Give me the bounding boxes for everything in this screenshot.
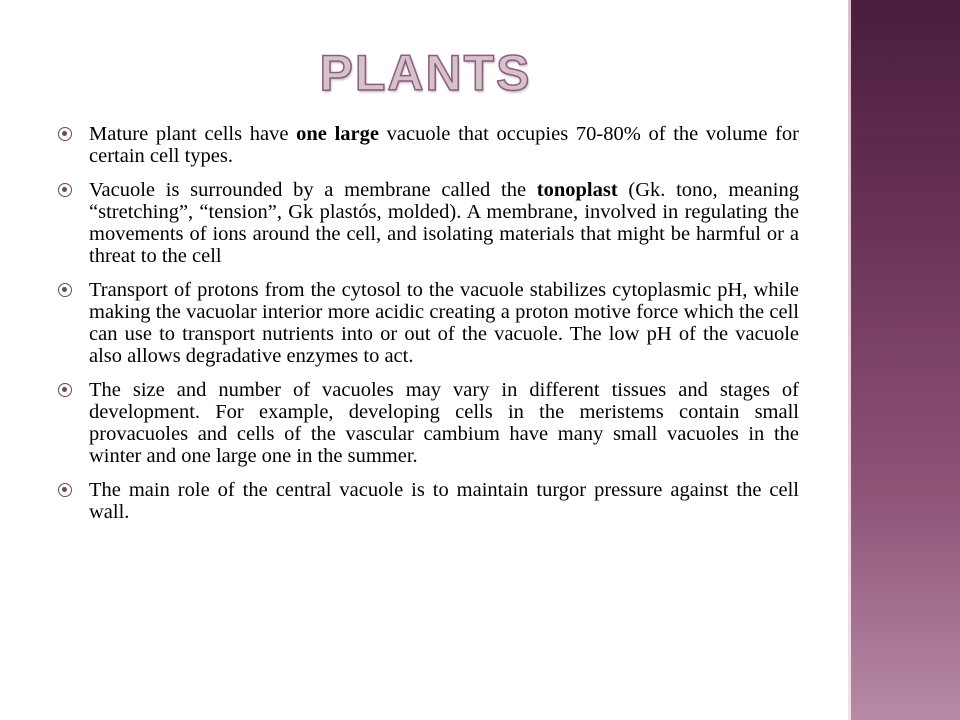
slide-title: PLANTS: [319, 45, 532, 101]
bullet-circle-icon: [58, 183, 72, 197]
bullet-item: [58, 479, 799, 523]
bullet-text: Mature plant cells have one large vacuole that occupies 70-80% of the volume for certain cell types.: [89, 123, 799, 167]
bullet-text: Transport of protons from the cytosol to the vacuole stabilizes cytoplasmic pH, while making the vacuolar interior more acidic creating a proton motive force which the cell can use to transport nutrients into or out of the vacuole. The low pH of the vacuole also allows degradative enzymes to act.: [89, 279, 799, 367]
bullet-item: [58, 179, 799, 267]
side-band-decoration: [851, 0, 960, 720]
bullet-circle-icon: [58, 383, 72, 397]
bullet-item: [58, 279, 799, 367]
bullet-item: [58, 379, 799, 467]
bullet-text: The main role of the central vacuole is to maintain turgor pressure against the cell wall.: [89, 479, 799, 523]
bullet-item: [58, 123, 799, 167]
bullet-list: [58, 123, 799, 535]
bullet-circle-icon: [58, 283, 72, 297]
bullet-text: The size and number of vacuoles may vary in different tissues and stages of development. For example, developing cells in the meristems contain small provacuoles and cells of the vascular cambium have many small vacuoles in the winter and one large one in the summer.: [89, 379, 799, 467]
bullet-circle-icon: [58, 127, 72, 141]
bullet-circle-icon: [58, 483, 72, 497]
bullet-text: Vacuole is surrounded by a membrane called the tonoplast (Gk. tono, meaning “stretching”, “tension”, Gk plastós, molded). A membrane, involved in regulating the movements of ions around the cell, and isolating materials that might be harmful or a threat to the cell: [89, 179, 799, 267]
